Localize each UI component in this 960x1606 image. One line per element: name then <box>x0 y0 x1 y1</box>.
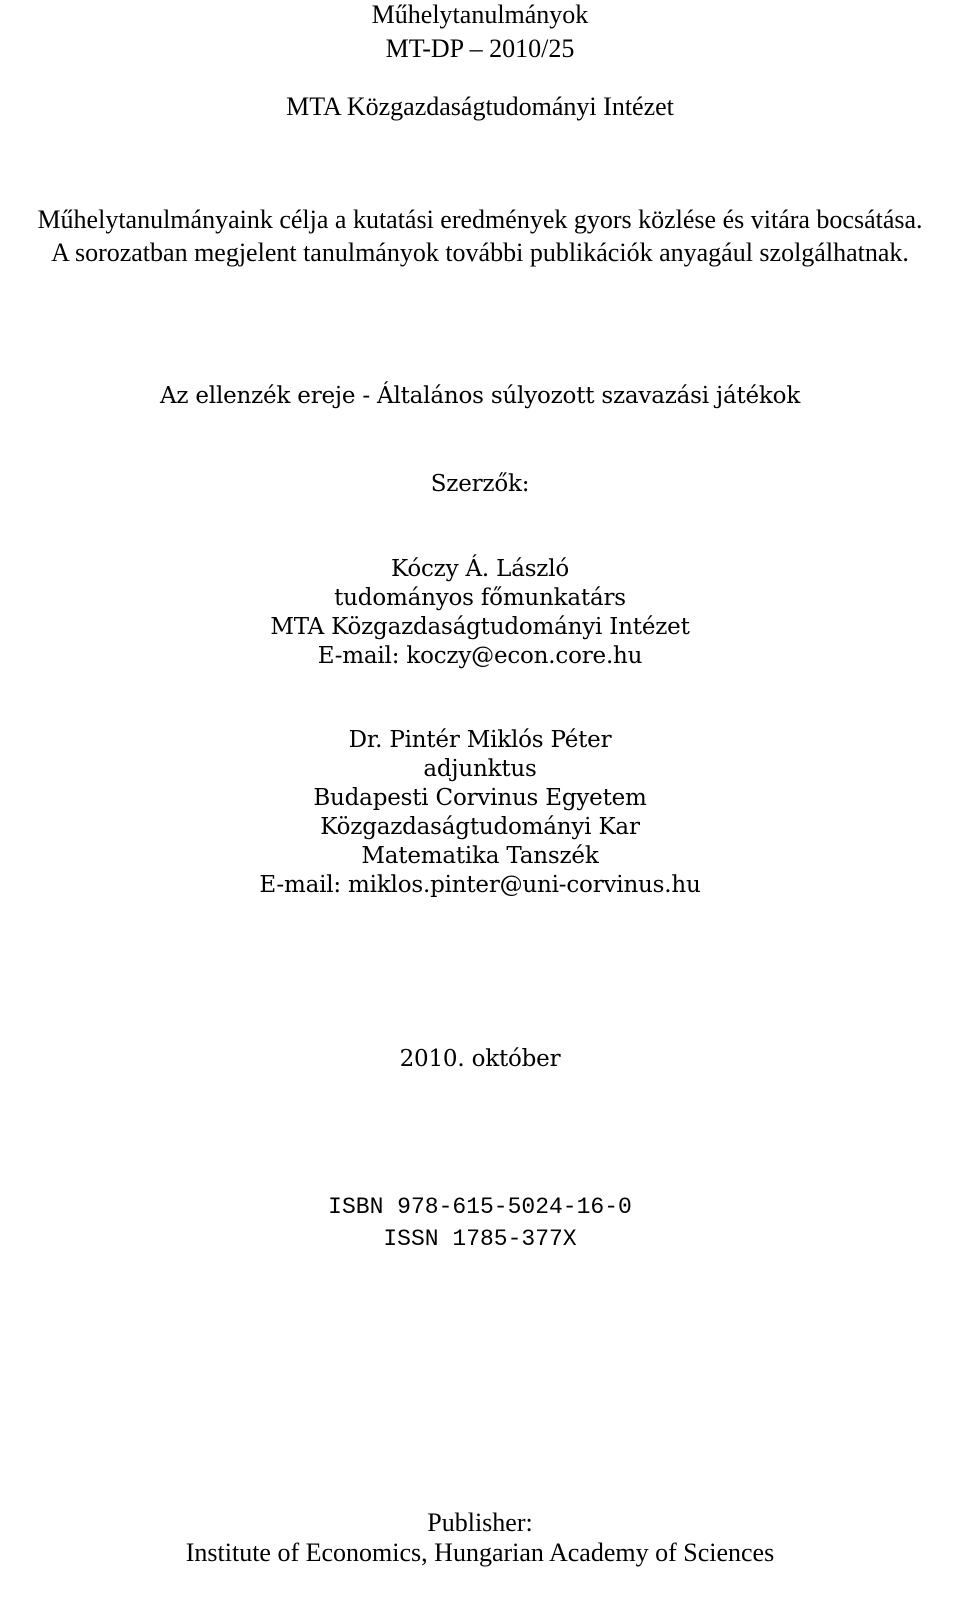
author-1-name: Kóczy Á. László <box>390 556 570 582</box>
institute-name: MTA Közgazdaságtudományi Intézet <box>286 92 674 121</box>
author-1-email: E-mail: koczy@econ.core.hu <box>317 643 643 669</box>
paper-title: Az ellenzék ereje - Általános súlyozott szavazási játékok <box>159 383 801 409</box>
publication-date: 2010. október <box>399 1046 561 1072</box>
authors-label: Szerzők: <box>430 471 530 497</box>
issn: ISSN 1785-377X <box>383 1226 577 1252</box>
author-2-name: Dr. Pintér Miklós Péter <box>348 727 612 753</box>
intro-line-1: Műhelytanulmányaink célja a kutatási eredmények gyors közlése és vitára bocsátása. <box>37 205 923 234</box>
series-code: MT-DP – 2010/25 <box>385 34 575 63</box>
publisher-label: Publisher: <box>427 1508 533 1537</box>
publisher-name: Institute of Economics, Hungarian Academy of Sciences <box>185 1538 775 1567</box>
intro-line-2: A sorozatban megjelent tanulmányok további publikációk anyagául szolgálhatnak. <box>51 238 909 267</box>
author-2-email: E-mail: miklos.pinter@uni-corvinus.hu <box>259 872 701 898</box>
author-2-department: Matematika Tanszék <box>361 843 599 869</box>
author-2-university: Budapesti Corvinus Egyetem <box>313 785 647 811</box>
author-1-affiliation: MTA Közgazdaságtudományi Intézet <box>270 614 690 640</box>
author-1-position: tudományos főmunkatárs <box>334 585 626 611</box>
isbn: ISBN 978-615-5024-16-0 <box>328 1194 632 1220</box>
author-2-faculty: Közgazdaságtudományi Kar <box>320 814 640 840</box>
series-name: Műhelytanulmányok <box>371 0 589 29</box>
author-2-position: adjunktus <box>423 756 537 782</box>
